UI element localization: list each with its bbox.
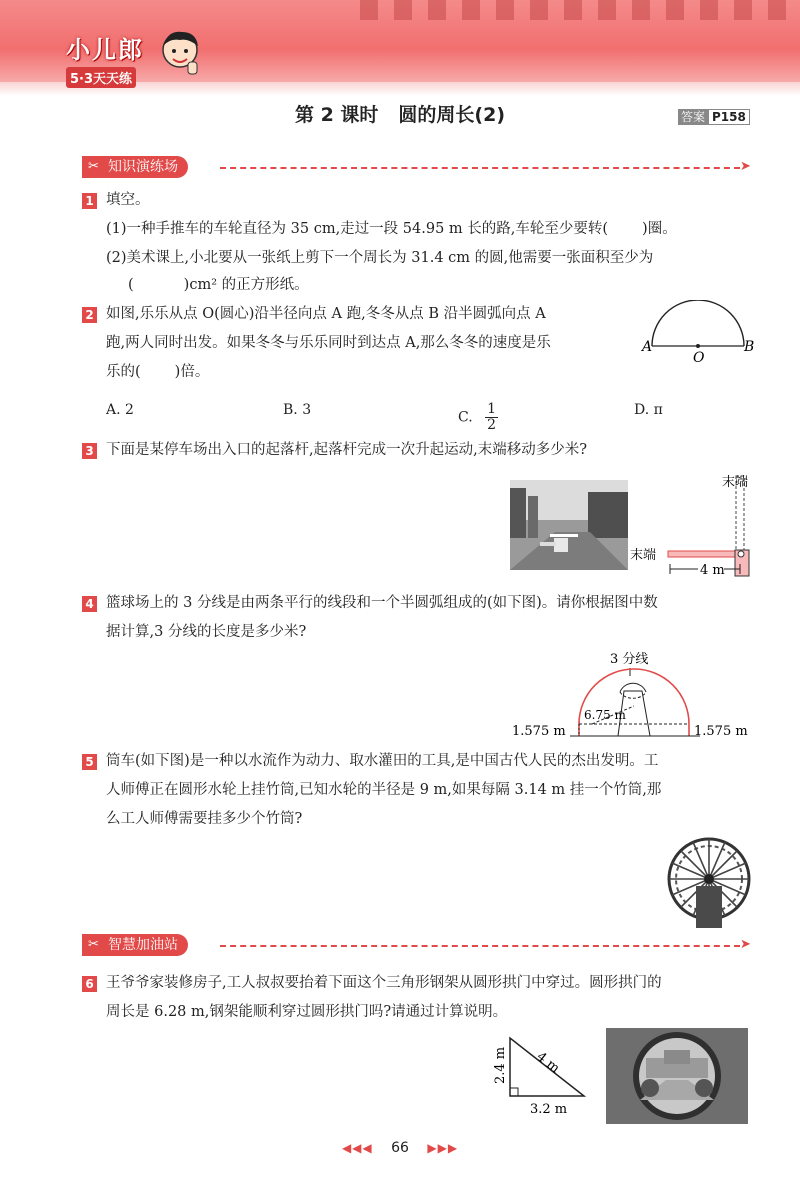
q5-line3: 么工人师傅需要挂多少个竹筒? (106, 811, 303, 827)
q1-part1-end: )圈。 (642, 221, 677, 237)
point-a-label: A (642, 339, 653, 355)
right-segment-label: 1.575 m (694, 724, 748, 739)
q2-line3 (106, 358, 209, 387)
end-top-label: 末端 (722, 475, 749, 490)
q6-line2: 周长是 6.28 m,钢架能顺利穿过圆形拱门吗?请通过计算说明。 (106, 1004, 508, 1020)
q5-line2: 人师傅正在圆形水轮上挂竹筒,已知水轮的半径是 9 m,如果每隔 3.14 m 挂一个竹筒,那 (106, 782, 662, 798)
fraction (485, 402, 498, 433)
logo-main-text: 小儿郎 (66, 36, 144, 64)
left-arrows-icon: ◀◀◀ (341, 1141, 373, 1155)
three-point-line-diagram (510, 646, 780, 746)
three-point-title: 3 分线 (610, 652, 649, 667)
end-left-label: 末端 (630, 548, 657, 563)
question-number: 1 (82, 193, 97, 209)
section-divider (220, 945, 740, 947)
banner-decoration (360, 0, 800, 20)
q1-part2a: (2)美术课上,小北要从一张纸上剪下一个周长为 31.4 cm 的圆,他需要一张面积至少为 (106, 250, 654, 266)
q1-part2b-end: )cm² 的正方形纸。 (183, 277, 309, 293)
q4-line1: 篮球场上的 3 分线是由两条平行的线段和一个半圆弧组成的(如下图)。请你根据图中数 (106, 595, 658, 611)
left-segment-label: 1.575 m (512, 724, 566, 739)
option-a[interactable]: A. 2 (106, 402, 134, 418)
q1-part1-text: (1)一种手推车的车轮直径为 35 cm,走过一段 54.95 m 长的路,车轮至少要转( (106, 221, 609, 237)
q2-line2: 跑,两人同时出发。如果冬冬与乐乐同时到达点 A,那么冬冬的速度是乐 (106, 335, 551, 351)
gate-diagram (628, 466, 758, 578)
mascot-icon (158, 28, 202, 80)
arrow-right-icon: ➤ (740, 159, 751, 174)
q2-line1: 如图,乐乐从点 O(圆心)沿半径向点 A 跑,冬冬从点 B 沿半圆弧向点 A (106, 306, 546, 322)
hypotenuse-label: 4 m (533, 1049, 563, 1077)
lesson-topic: 圆的周长(2) (398, 104, 506, 126)
question-number: 6 (82, 976, 97, 992)
length-label: 4 m (700, 563, 725, 578)
horizontal-side-label: 3.2 m (530, 1102, 568, 1117)
moon-gate-photo (606, 1028, 748, 1124)
q2-line3-text: 乐的( (106, 364, 141, 380)
brand-logo (66, 30, 144, 88)
fraction-numerator: 1 (487, 401, 497, 417)
answer-page: P158 (708, 109, 750, 125)
section-label: ✂ 智慧加油站 (82, 934, 188, 956)
section-label: ✂ 知识演练场 (82, 156, 188, 178)
q6-line1: 王爷爷家装修房子,工人叔叔要抬着下面这个三角形钢架从圆形拱门中穿过。圆形拱门的 (106, 975, 662, 991)
option-b[interactable]: B. 3 (283, 402, 312, 418)
question-number: 3 (82, 443, 97, 459)
q4-line2: 据计算,3 分线的长度是多少米? (106, 624, 307, 640)
right-arrows-icon: ▶▶▶ (427, 1141, 459, 1155)
q1-title: 填空。 (106, 192, 150, 208)
q1-part2b-open: ( (128, 277, 134, 293)
water-wheel-photo (666, 836, 752, 928)
question-number: 4 (82, 596, 97, 612)
lesson-number: 第 2 课时 (294, 104, 379, 126)
q1-part1 (106, 215, 766, 244)
point-b-label: B (744, 339, 755, 355)
section-divider (220, 167, 740, 169)
q1-part2b (128, 271, 309, 300)
semicircle-figure (640, 300, 758, 364)
radius-label: 6.75 m (584, 708, 626, 722)
q2-line3-end: )倍。 (174, 364, 210, 380)
parking-gate-photo (510, 480, 628, 570)
point-o-label: O (693, 350, 705, 364)
fraction-denominator: 2 (487, 417, 497, 433)
q5-line1: 筒车(如下图)是一种以水流作为动力、取水灌田的工具,是中国古代人民的杰出发明。工 (106, 753, 659, 769)
arrow-right-icon: ➤ (740, 937, 751, 952)
triangle-frame-diagram (488, 1034, 598, 1120)
q3-text: 下面是某停车场出入口的起落杆,起落杆完成一次升起运动,末端移动多少米? (106, 442, 587, 458)
page-footer (0, 1140, 800, 1156)
section-header-challenge (82, 934, 754, 958)
vertical-side-label: 2.4 m (493, 1046, 508, 1084)
answer-label: 答案 (678, 109, 708, 125)
section-header-practice (82, 156, 754, 180)
option-c-label: C. (458, 409, 473, 426)
option-c[interactable] (458, 402, 498, 433)
answer-reference (678, 108, 750, 125)
question-number: 5 (82, 754, 97, 770)
option-d[interactable]: D. π (634, 402, 663, 418)
page-number: 66 (391, 1140, 409, 1156)
logo-sub-text: 5·3天天练 (66, 67, 136, 88)
question-number: 2 (82, 307, 97, 323)
